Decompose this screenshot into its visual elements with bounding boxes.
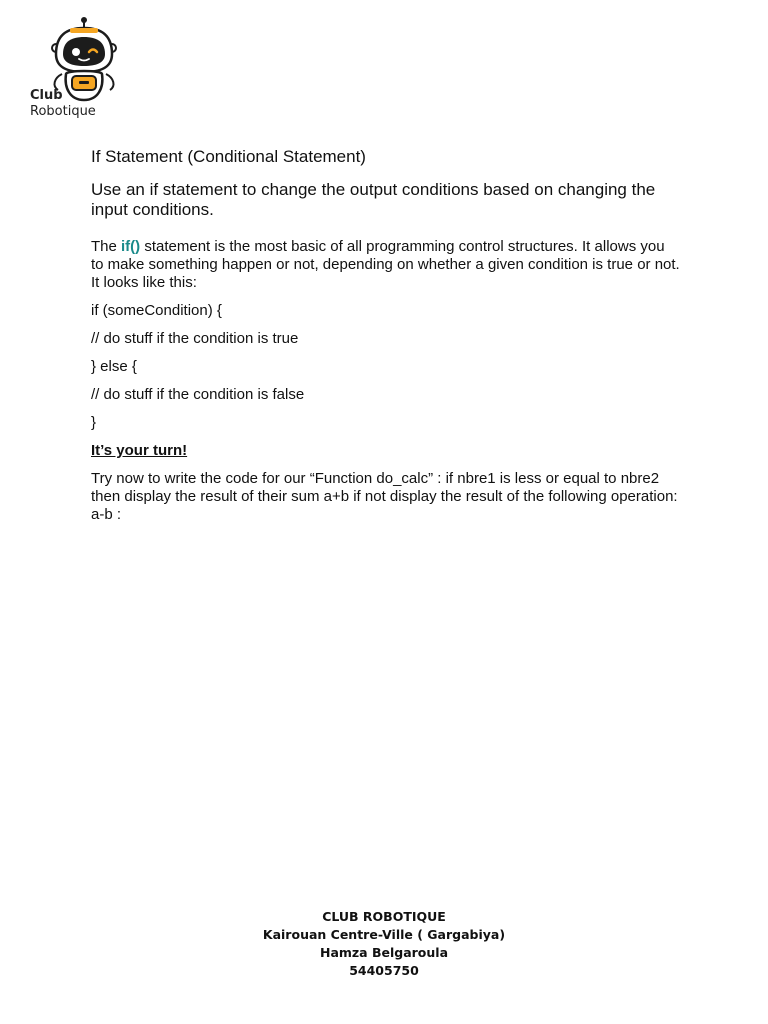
footer-phone: 54405750	[349, 963, 419, 978]
your-turn-heading: It’s your turn!	[91, 442, 188, 459]
document-subtitle: Use an if statement to change the output conditions based on changing the input conditions.	[91, 180, 656, 219]
intro-paragraph	[91, 238, 681, 292]
intro-text-end: statement is the most basic of all programming control structures. It allows you to make something happen or not, depending on whether a given condition is true or not. It looks like this:	[91, 238, 680, 291]
intro-text-start: The	[91, 238, 122, 255]
if-keyword: if()	[121, 238, 141, 255]
footer-contact-name: Hamza Belgaroula	[319, 945, 449, 960]
code-line: } else {	[91, 358, 137, 375]
footer-address: Kairouan Centre-Ville ( Gargabiya)	[262, 927, 506, 942]
footer-contact	[0, 908, 768, 980]
document-body	[91, 146, 681, 534]
code-line: // do stuff if the condition is false	[91, 386, 305, 403]
footer-club-name: CLUB ROBOTIQUE	[322, 909, 446, 924]
document-title: If Statement (Conditional Statement)	[91, 147, 366, 166]
code-line: // do stuff if the condition is true	[91, 330, 299, 347]
exercise-paragraph: Try now to write the code for our “Function do_calc” : if nbre1 is less or equal to nbre2 then display the result of their sum a+b if not display the result of the following operation: a-b :	[91, 470, 678, 523]
code-line: }	[91, 414, 97, 431]
logo-text-club: Club	[30, 88, 63, 103]
club-robotique-logo	[30, 16, 122, 120]
code-line: if (someCondition) {	[91, 302, 222, 319]
logo-text-robotique: Robotique	[30, 104, 96, 119]
